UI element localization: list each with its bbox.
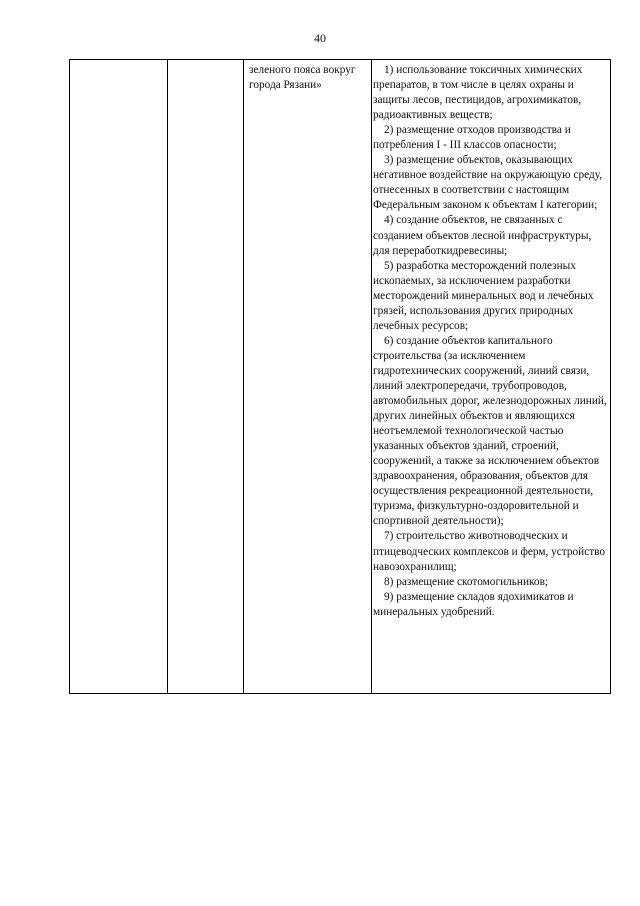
restriction-item-8: 8) размещение скотомогильников;	[384, 575, 549, 588]
table-cell-col2	[168, 60, 244, 694]
restriction-item-1: 1) использование токсичных химических препаратов, в том числе в целях охраны и защиты лесов, пестицидов, агрохимикатов, радиоактивных веществ;	[373, 64, 583, 122]
restriction-item-4: 4) создание объектов, не связанных с созданием объектов лесной инфраструктуры, для переработкидревесины;	[373, 214, 592, 257]
table-cell-zone-name	[244, 60, 372, 694]
table-row	[70, 60, 611, 694]
restrictions-list	[372, 60, 610, 620]
restriction-item-2: 2) размещение отходов производства и потребления I - III классов опасности;	[373, 124, 571, 152]
cell-col1-text	[70, 60, 167, 63]
table-cell-col1	[70, 60, 168, 694]
restriction-item-6: 6) создание объектов капитального строительства (за исключением гидротехнических сооружений, линий связи, линий электропередачи, трубопроводов, автомобильных дорог, железнодорожных линий, других линейных объектов и являющихся неотъемлемой технологической частью указанных объектов зданий, строений, сооружений, а также за исключением объектов здравоохранения, образования, объектов для осуществления рекреационной деятельности, туризма, физкультурно-оздоровительной и спортивной деятельности);	[373, 334, 607, 528]
zone-name-text: зеленого пояса вокруг города Рязани»	[249, 64, 356, 92]
restriction-item-9: 9) размещение складов ядохимикатов и минеральных удобрений.	[373, 590, 574, 618]
cell-col2-text	[168, 60, 243, 63]
restriction-item-3: 3) размещение объектов, оказывающих негативное воздействие на окружающую среду, отнесенных в соответствии с настоящим Федеральным законом к объектам I категории;	[373, 154, 603, 212]
page-number: 40	[314, 31, 326, 45]
restriction-item-7: 7) строительство животноводческих и птицеводческих комплексов и ферм, устройство навозохранилищ;	[373, 530, 606, 573]
restrictions-table	[69, 59, 611, 694]
table-cell-restrictions	[372, 60, 611, 694]
restriction-item-5: 5) разработка месторождений полезных ископаемых, за исключением разработки месторождений минеральных вод и лечебных грязей, использования других природных лечебных ресурсов;	[373, 259, 594, 332]
